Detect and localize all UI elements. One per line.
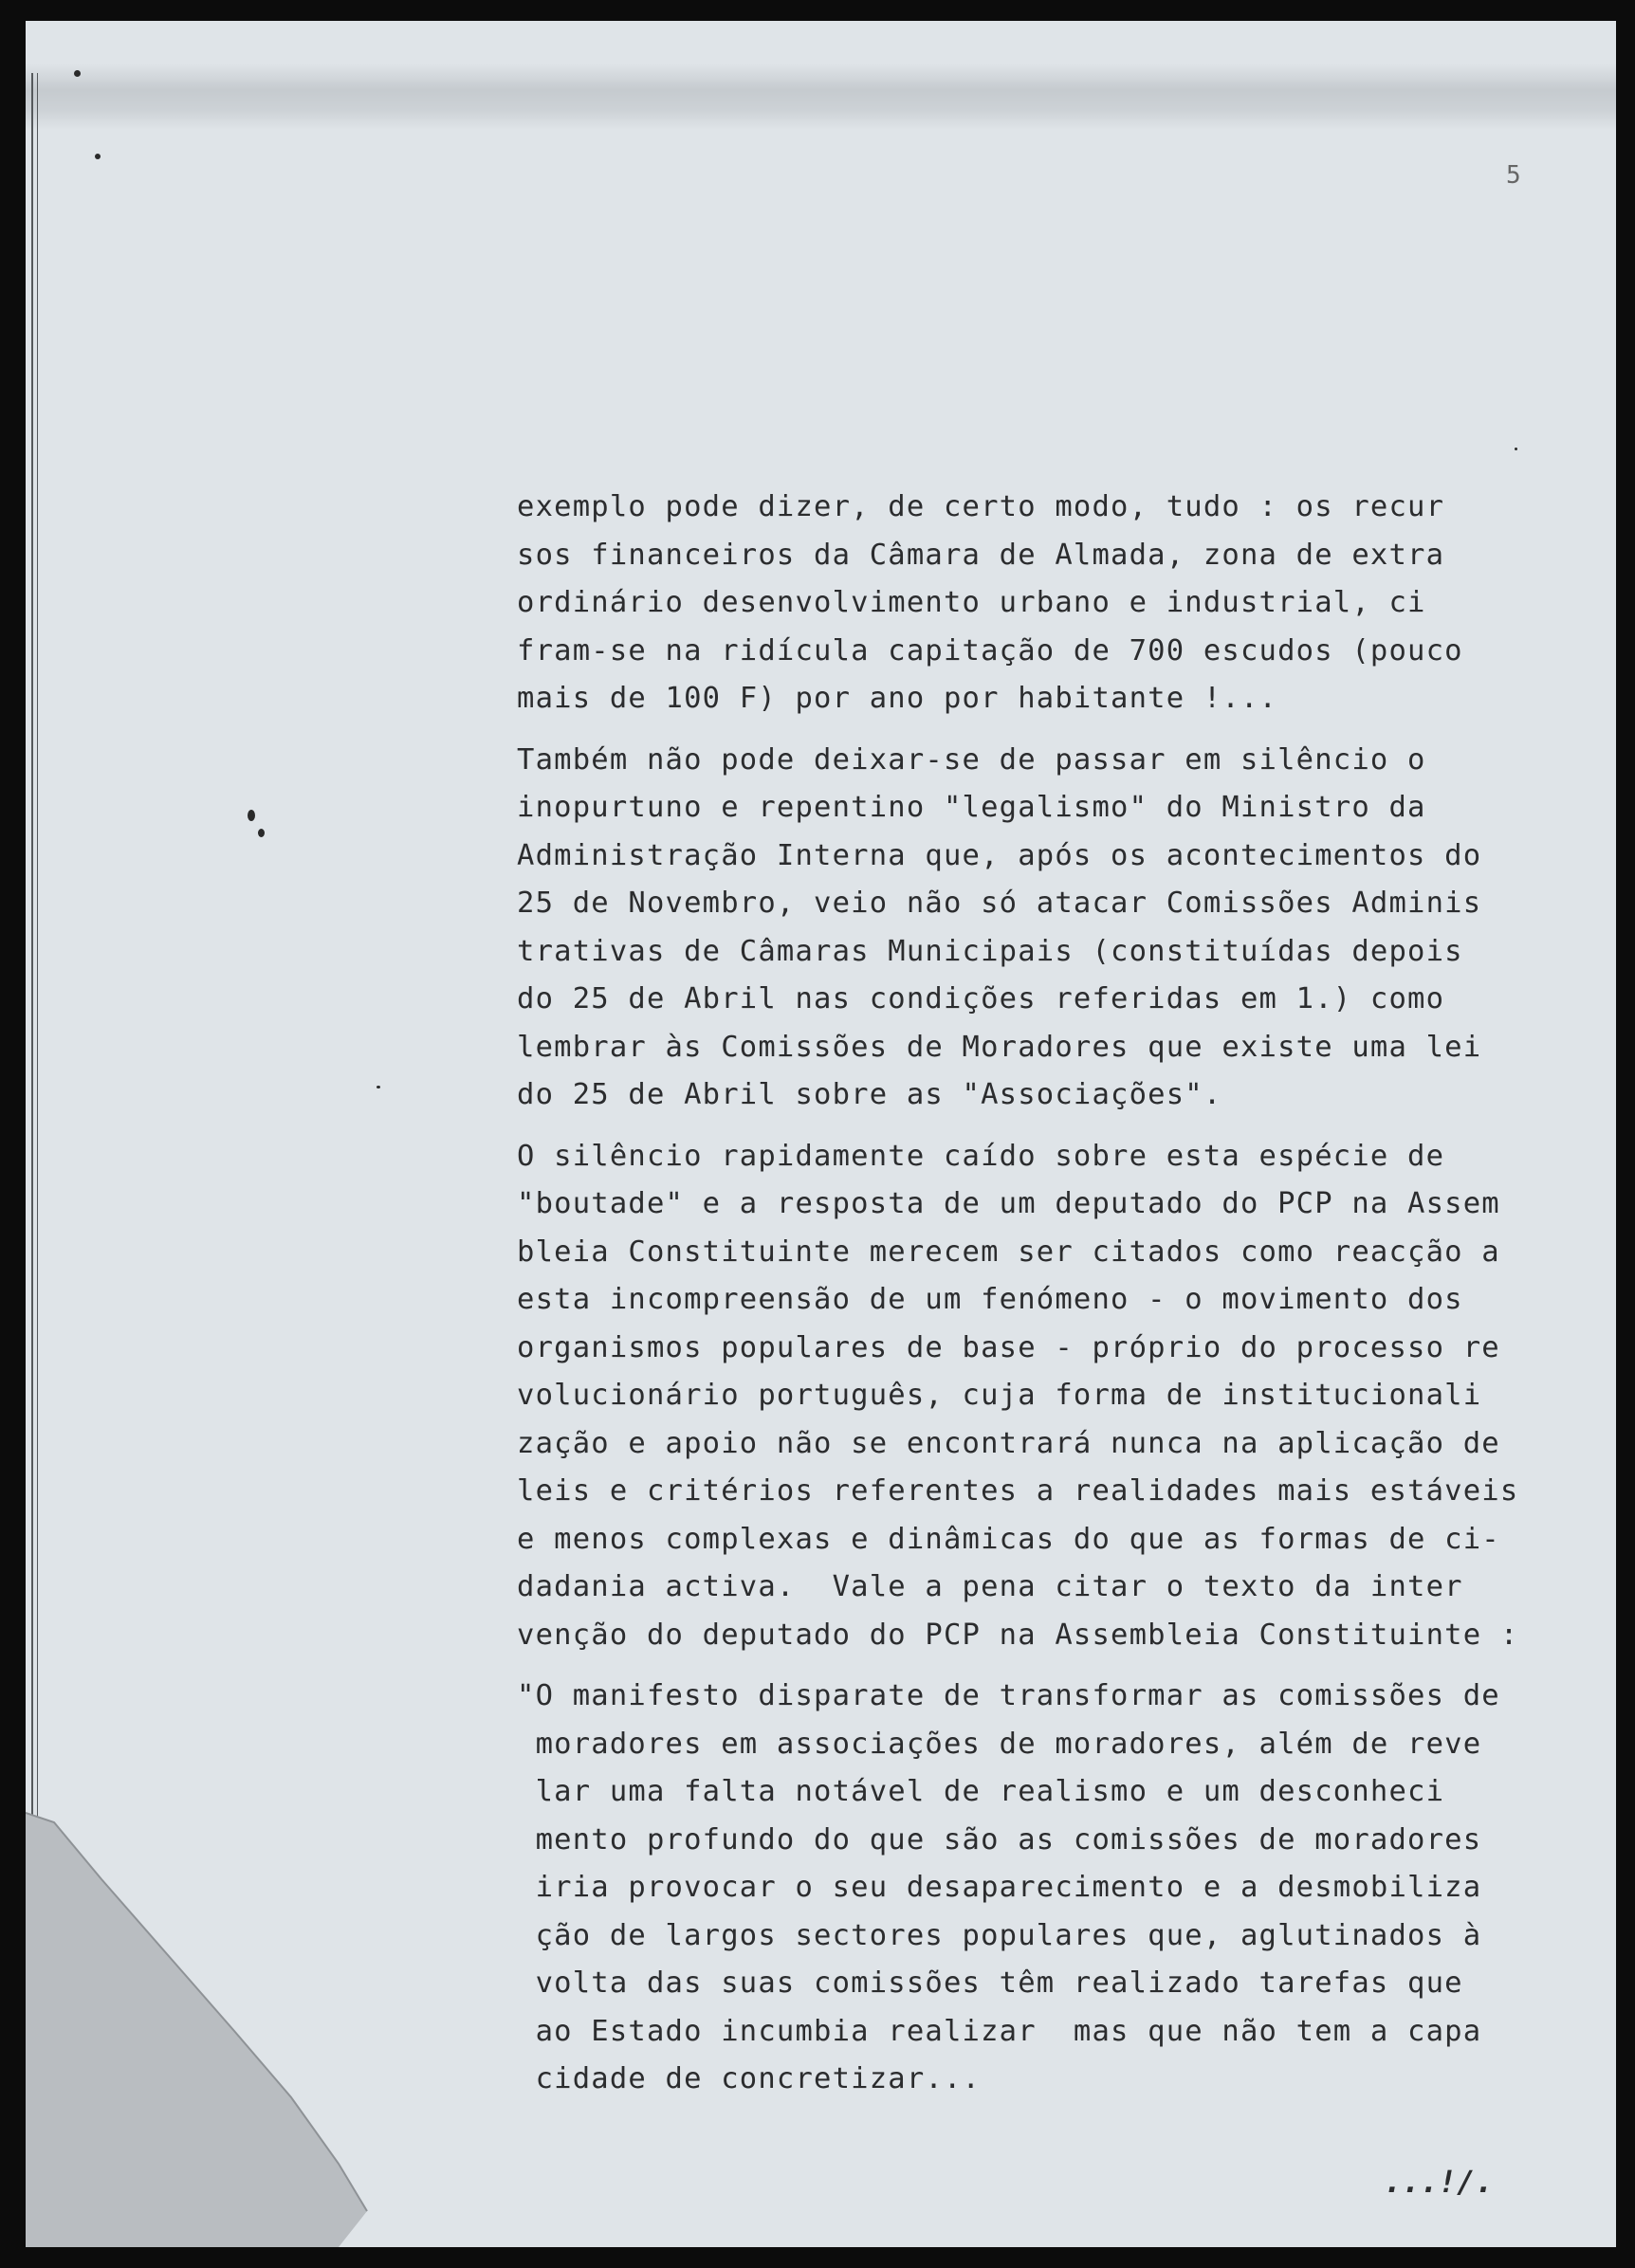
text-line: fram-se na ridícula capitação de 700 escudos (pouco [517,633,1463,668]
torn-corner-fill [26,1813,367,2247]
text-line: volucionário português, cuja forma de institucionali [517,1379,1482,1412]
body-text [517,484,1579,2117]
speck [258,829,265,837]
text-line: inopurtuno e repentino "legalismo" do Ministro da [517,791,1426,824]
text-line: Administração Interna que, após os acontecimentos do [517,838,1482,872]
text-line: mento profundo do que são as comissões de moradores [517,1822,1482,1856]
continuation-mark: ...!/. [1384,2164,1494,2200]
text-line: O silêncio rapidamente caído sobre esta espécie de [517,1139,1445,1173]
text-line: trativas de Câmaras Municipais (constituídas depois [517,934,1463,968]
speck [1515,448,1517,450]
speck [377,1086,380,1088]
paragraph-3 [517,1133,1579,1660]
text-line: "boutade" e a resposta de um deputado do PCP na Assem [517,1187,1500,1220]
speck [95,154,101,159]
text-line: organismos populares de base - próprio do processo re [517,1330,1500,1364]
text-line: ordinário desenvolvimento urbano e industrial, ci [517,586,1426,619]
text-line: e menos complexas e dinâmicas do que as formas de ci- [517,1522,1500,1556]
paragraph-2 [517,737,1579,1120]
text-line: lembrar às Comissões de Moradores que existe uma lei [517,1030,1482,1064]
text-line: Também não pode deixar-se de passar em silêncio o [517,742,1426,777]
text-line: lar uma falta notável de realismo e um desconheci [517,1775,1445,1808]
text-line: esta incompreensão de um fenómeno - o movimento dos [517,1283,1463,1316]
text-line: sos financeiros da Câmara de Almada, zona de extra [517,538,1445,572]
text-line: leis e critérios referentes a realidades mais estáveis [517,1474,1519,1508]
text-line: exemplo pode dizer, de certo modo, tudo : os recur [517,490,1445,523]
text-line: 25 de Novembro, veio não só atacar Comissões Adminis [517,887,1482,920]
text-line: mais de 100 F) por ano por habitante !... [517,682,1278,715]
text-line: volta das suas comissões têm realizado tarefas que [517,1966,1463,2000]
text-line: ção de largos sectores populares que, aglutinados à [517,1918,1482,1952]
paragraph-1 [517,484,1579,723]
paragraph-4-quotation [517,1673,1579,2104]
text-line: dadania activa. Vale a pena citar o texto da inter [517,1570,1463,1603]
text-line: venção do deputado do PCP na Assembleia Constituinte : [517,1618,1519,1652]
text-line: ao Estado incumbia realizar mas que não tem a capa [517,2014,1482,2048]
text-line: zação e apoio não se encontrará nunca na aplicação de [517,1426,1500,1460]
speck [248,810,255,821]
page-number-mark: 5 [1506,161,1521,190]
speck [74,70,81,77]
text-line: bleia Constituinte merecem ser citados como reacção a [517,1235,1500,1269]
paper-sheet [26,21,1616,2247]
text-line: "O manifesto disparate de transformar as comissões de [517,1679,1500,1712]
text-line: do 25 de Abril sobre as "Associações". [517,1078,1222,1111]
text-line: do 25 de Abril nas condições referidas em 1.) como [517,982,1445,1015]
text-line: moradores em associações de moradores, além de reve [517,1727,1482,1761]
text-line: cidade de concretizar... [517,2062,982,2095]
text-line: iria provocar o seu desaparecimento e a desmobiliza [517,1871,1482,1904]
